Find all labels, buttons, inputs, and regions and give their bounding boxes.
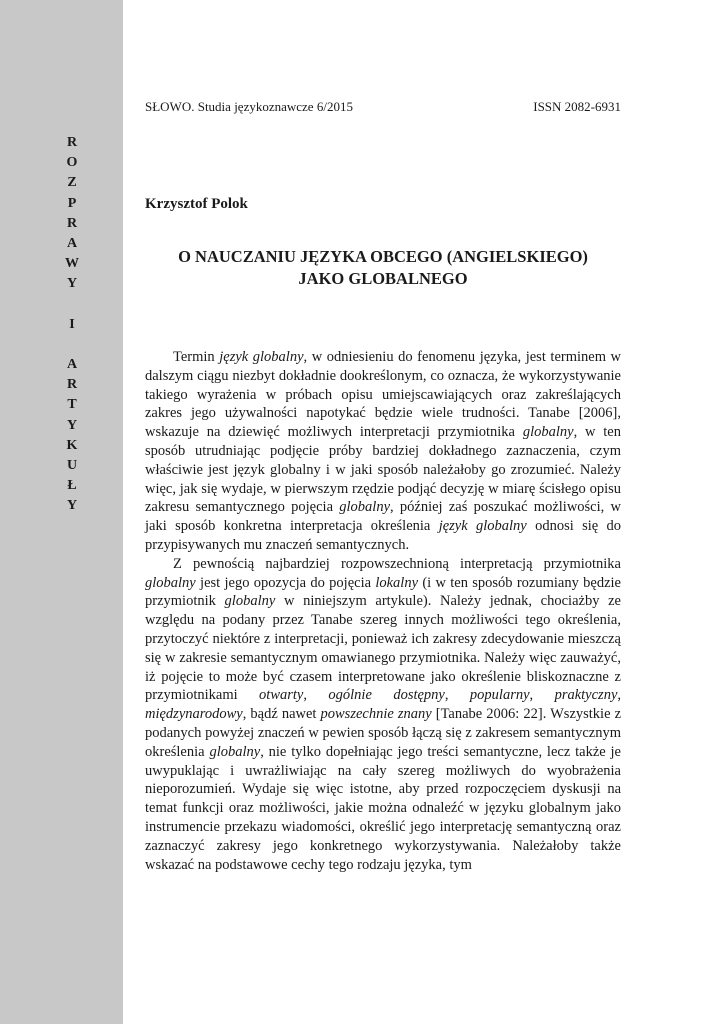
page-content: [145, 0, 621, 1024]
title-line-2: JAKO GLOBALNEGO: [298, 269, 468, 288]
vertical-label-letter: A: [66, 357, 78, 373]
italic-term: otwarty: [259, 687, 304, 704]
text-run: Termin: [173, 349, 220, 365]
italic-term: popularny: [469, 687, 530, 704]
vertical-label-letter: Ł: [67, 478, 77, 494]
text-run: , później zaś poszukać możliwości, w jaki sposób konkretna interpretacja określenia: [145, 499, 621, 535]
sidebar-band: [0, 0, 123, 1024]
text-run: ,: [529, 687, 555, 704]
vertical-label-letter: R: [66, 135, 78, 150]
vertical-label-letter: U: [66, 458, 78, 473]
vertical-label-letter: Z: [67, 175, 77, 191]
vertical-label-letter: P: [67, 195, 77, 211]
italic-term: praktyczny: [554, 687, 618, 704]
text-run: , w ten sposób utrudniając podjęcie próby bardziej dokładnego zaznaczenia, czym właściwie jest język globalny i w jaki sposób należałoby go zrozumieć. Należy więc, jak się wydaje, w pierwszym rzędzie podjąć decyzję w miarę ścisłego opisu zakresu semantycznego pojęcia: [145, 424, 621, 516]
text-run: jest jego opozycja do pojęcia: [195, 574, 376, 591]
title-line-1: O NAUCZANIU JĘZYKA OBCEGO (ANGIELSKIEGO): [178, 247, 588, 266]
vertical-label-letter: O: [66, 155, 78, 171]
italic-term: język globalny: [219, 349, 304, 365]
vertical-label-letter: Y: [66, 498, 78, 514]
vertical-label-letter: K: [66, 437, 78, 453]
text-run: [Tanabe 2006: 22]. Wszystkie z podanych powyżej znaczeń w pewien sposób łączą się z zakresem semantycznym określenia: [145, 706, 622, 760]
italic-term: powszechnie znany: [320, 706, 432, 723]
italic-term: globalny: [224, 593, 276, 610]
text-run: w niniejszym artykule). Należy jednak, chociażby ze względu na podany przez Tanabe szereg innych możliwości tego określenia, przytoczyć niektóre z interpretacji, ponieważ ich zakresy zdecydowanie mieszczą się w zakresie semantycznym omawianego przymiotnika. Należy więc zauważyć, iż pojęcie to może być czasem interpretowane jako określenie bliskoznaczne z przymiotnikami: [145, 593, 621, 704]
article-body: [145, 348, 621, 874]
text-run: , w odniesieniu do fenomenu języka, jest terminem w dalszym ciągu niezbyt dokładnie dookreślonym, co oznacza, że wykorzystywanie takiego wyrażenia w próbach opisu umiejscawiających oraz zakreślających zakres jego używalności napotykać będzie wiele trudności. Tanabe [2006], wskazuje na dziewięć możliwych interpretacji przymiotnika: [145, 349, 621, 441]
vertical-label-letter: Y: [66, 276, 78, 292]
author-name: Krzysztof Polok: [145, 196, 248, 212]
vertical-label-letter: [60, 295, 84, 315]
italic-term: globalny: [145, 574, 196, 591]
italic-term: globalny: [339, 499, 391, 516]
vertical-label-letter: I: [69, 316, 75, 332]
text-run: Z pewnością najbardziej rozpowszechnioną interpretacją przymiotnika: [173, 555, 621, 572]
issn-number: ISSN 2082-6931: [533, 99, 621, 114]
italic-term: globalny: [522, 424, 574, 441]
vertical-label-letter: Y: [66, 417, 78, 433]
vertical-label-letter: T: [67, 397, 77, 413]
text-run: ,: [303, 687, 329, 704]
vertical-label-letter: [60, 335, 84, 355]
vertical-label-letter: R: [66, 377, 78, 393]
italic-term: język globalny: [438, 518, 527, 535]
text-run: (i w ten sposób rozumiany będzie przymiotnik: [145, 574, 621, 610]
text-run: ,: [444, 687, 470, 704]
journal-title: SŁOWO. Studia językoznawcze 6/2015: [145, 99, 353, 114]
vertical-label-letter: A: [66, 235, 78, 251]
text-run: , bądź nawet: [242, 706, 321, 723]
text-run: odnosi się do przypisywanych mu znaczeń semantycznych.: [145, 518, 622, 553]
italic-term: lokalny: [375, 574, 419, 591]
vertical-label-letter: W: [65, 256, 79, 272]
article-title: [145, 246, 621, 290]
body-paragraph: [145, 555, 621, 875]
italic-term: globalny: [209, 743, 261, 760]
italic-term: międzynarodowy: [145, 706, 243, 723]
body-paragraph: [145, 348, 621, 555]
section-vertical-label: [60, 133, 84, 517]
text-run: , nie tylko dopełniając jego treści semantyczne, lecz także je uwypuklając i uwrażliwiając na cały szereg możliwych do wyobrażenia nieporozumień. Wydaje się więc istotne, aby przed rozpoczęciem dyskusji na temat funkcji oraz możliwości, jakie można odnaleźć w języku globalnym jako instrumencie przekazu wiadomości, określić jego interpretację semantyczną oraz zaznaczyć zakresy jego konkretnego wykorzystywania. Należałoby także wskazać na podstawowe cechy tego rodzaju języka, tym: [145, 743, 621, 873]
vertical-label-letter: R: [66, 215, 78, 231]
text-run: ,: [617, 687, 622, 704]
italic-term: ogólnie dostępny: [328, 687, 445, 704]
